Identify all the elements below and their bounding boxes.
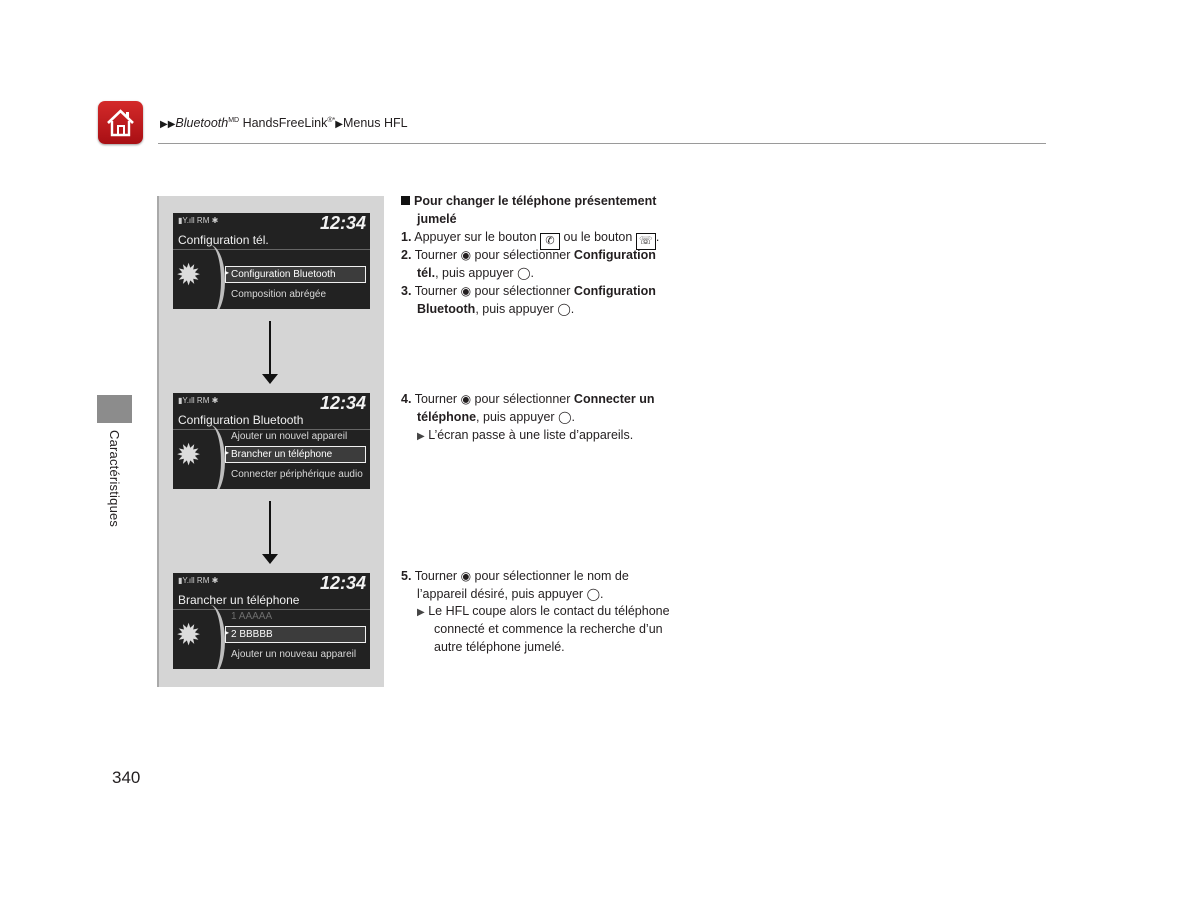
screen-title: Configuration Bluetooth	[178, 413, 304, 427]
heading-square-icon	[401, 196, 410, 205]
note-arrow-icon: ▶	[417, 607, 425, 618]
press-icon: ◯	[586, 587, 600, 601]
breadcrumb	[160, 116, 408, 130]
home-icon	[104, 106, 137, 139]
gear-icon: ✹	[176, 439, 202, 472]
step-2: 2. Tourner ◉ pour sélectionner Configuration	[401, 248, 656, 262]
clock: 12:34	[319, 573, 366, 593]
clock: 12:34	[319, 393, 366, 413]
step-3-cont: Bluetooth, puis appuyer ◯.	[417, 302, 575, 316]
breadcrumb-menus-hfl[interactable]: Menus HFL	[342, 116, 408, 130]
menu-item[interactable]: Connecter périphérique audio	[231, 469, 363, 480]
flow-arrow	[269, 321, 271, 375]
selector-arc	[195, 425, 225, 489]
screen-title: Configuration tél.	[178, 233, 269, 247]
step-3: 3. Tourner ◉ pour sélectionner Configuration	[401, 284, 656, 298]
trademark-mark: MD	[228, 116, 240, 124]
clock: 12:34	[319, 213, 366, 233]
step-4-cont: téléphone, puis appuyer ◯.	[417, 410, 575, 424]
screen-title: Brancher un téléphone	[178, 593, 300, 607]
status-icons: ▮Y.ıll RM ✱	[178, 396, 219, 405]
menu-item[interactable]: Ajouter un nouveau appareil	[231, 649, 357, 660]
press-icon: ◯	[557, 302, 571, 316]
flow-arrow	[269, 501, 271, 555]
step-5-note: ▶ Le HFL coupe alors le contact du téléphone	[417, 604, 670, 618]
note-arrow-icon: ▶	[417, 431, 425, 442]
section-label: Caractéristiques	[107, 430, 122, 528]
header-divider	[158, 143, 1046, 144]
step-4-note: ▶ L’écran passe à une liste d’appareils.	[417, 428, 634, 442]
selector-knob-icon: ◉	[460, 284, 472, 298]
section-tab[interactable]	[97, 395, 132, 423]
section-heading-cont: jumelé	[417, 212, 457, 226]
page-number: 340	[112, 768, 141, 787]
registered-mark: ®*	[327, 116, 336, 124]
press-icon: ◯	[558, 410, 572, 424]
step-4: 4. Tourner ◉ pour sélectionner Connecter un	[401, 392, 655, 406]
menu-item-selected[interactable]: ▸ Configuration Bluetooth	[225, 266, 366, 283]
step-5-note-cont: connecté et commence la recherche d’un	[434, 622, 663, 636]
screen-configuration-tel	[173, 213, 370, 309]
press-icon: ◯	[517, 266, 531, 280]
step-5: 5. Tourner ◉ pour sélectionner le nom de	[401, 569, 629, 583]
arrow-down-icon	[262, 374, 278, 384]
status-icons: ▮Y.ıll RM ✱	[178, 216, 219, 225]
selector-knob-icon: ◉	[460, 569, 472, 583]
screen-configuration-bluetooth	[173, 393, 370, 489]
home-button[interactable]	[98, 101, 143, 144]
selector-knob-icon: ◉	[460, 392, 472, 406]
pick-up-icon: ☏	[636, 233, 656, 250]
breadcrumb-handsfreelink[interactable]: HandsFreeLink	[239, 116, 328, 130]
screen-brancher-telephone	[173, 573, 370, 669]
menu-item-selected[interactable]: ▸ 2 BBBBB	[225, 626, 366, 643]
step-2-cont: tél., puis appuyer ◯.	[417, 266, 534, 280]
gear-icon: ✹	[176, 259, 202, 292]
status-icons: ▮Y.ıll RM ✱	[178, 576, 219, 585]
arrow-down-icon	[262, 554, 278, 564]
step-1: 1. Appuyer sur le bouton ✆ ou le bouton ☏ .	[401, 228, 659, 250]
breadcrumb-arrow-icon: ▶▶	[160, 119, 176, 130]
selector-arc	[195, 245, 225, 309]
menu-item[interactable]: Ajouter un nouvel appareil	[231, 431, 348, 442]
menu-item[interactable]: Composition abrégée	[231, 289, 327, 300]
step-5-note-cont: autre téléphone jumelé.	[434, 640, 565, 654]
breadcrumb-bluetooth[interactable]: Bluetooth	[175, 116, 229, 130]
breadcrumb-arrow-icon: ▶	[335, 119, 343, 130]
gear-icon: ✹	[176, 619, 202, 652]
phone-icon: ✆	[540, 233, 560, 250]
selector-knob-icon: ◉	[460, 248, 472, 262]
menu-item[interactable]: 1 AAAAA	[231, 611, 273, 622]
step-5-cont: l’appareil désiré, puis appuyer ◯.	[417, 587, 604, 601]
menu-item-selected[interactable]: ▸ Brancher un téléphone	[225, 446, 366, 463]
section-heading: Pour changer le téléphone présentement	[401, 192, 656, 210]
selector-arc	[195, 605, 225, 669]
